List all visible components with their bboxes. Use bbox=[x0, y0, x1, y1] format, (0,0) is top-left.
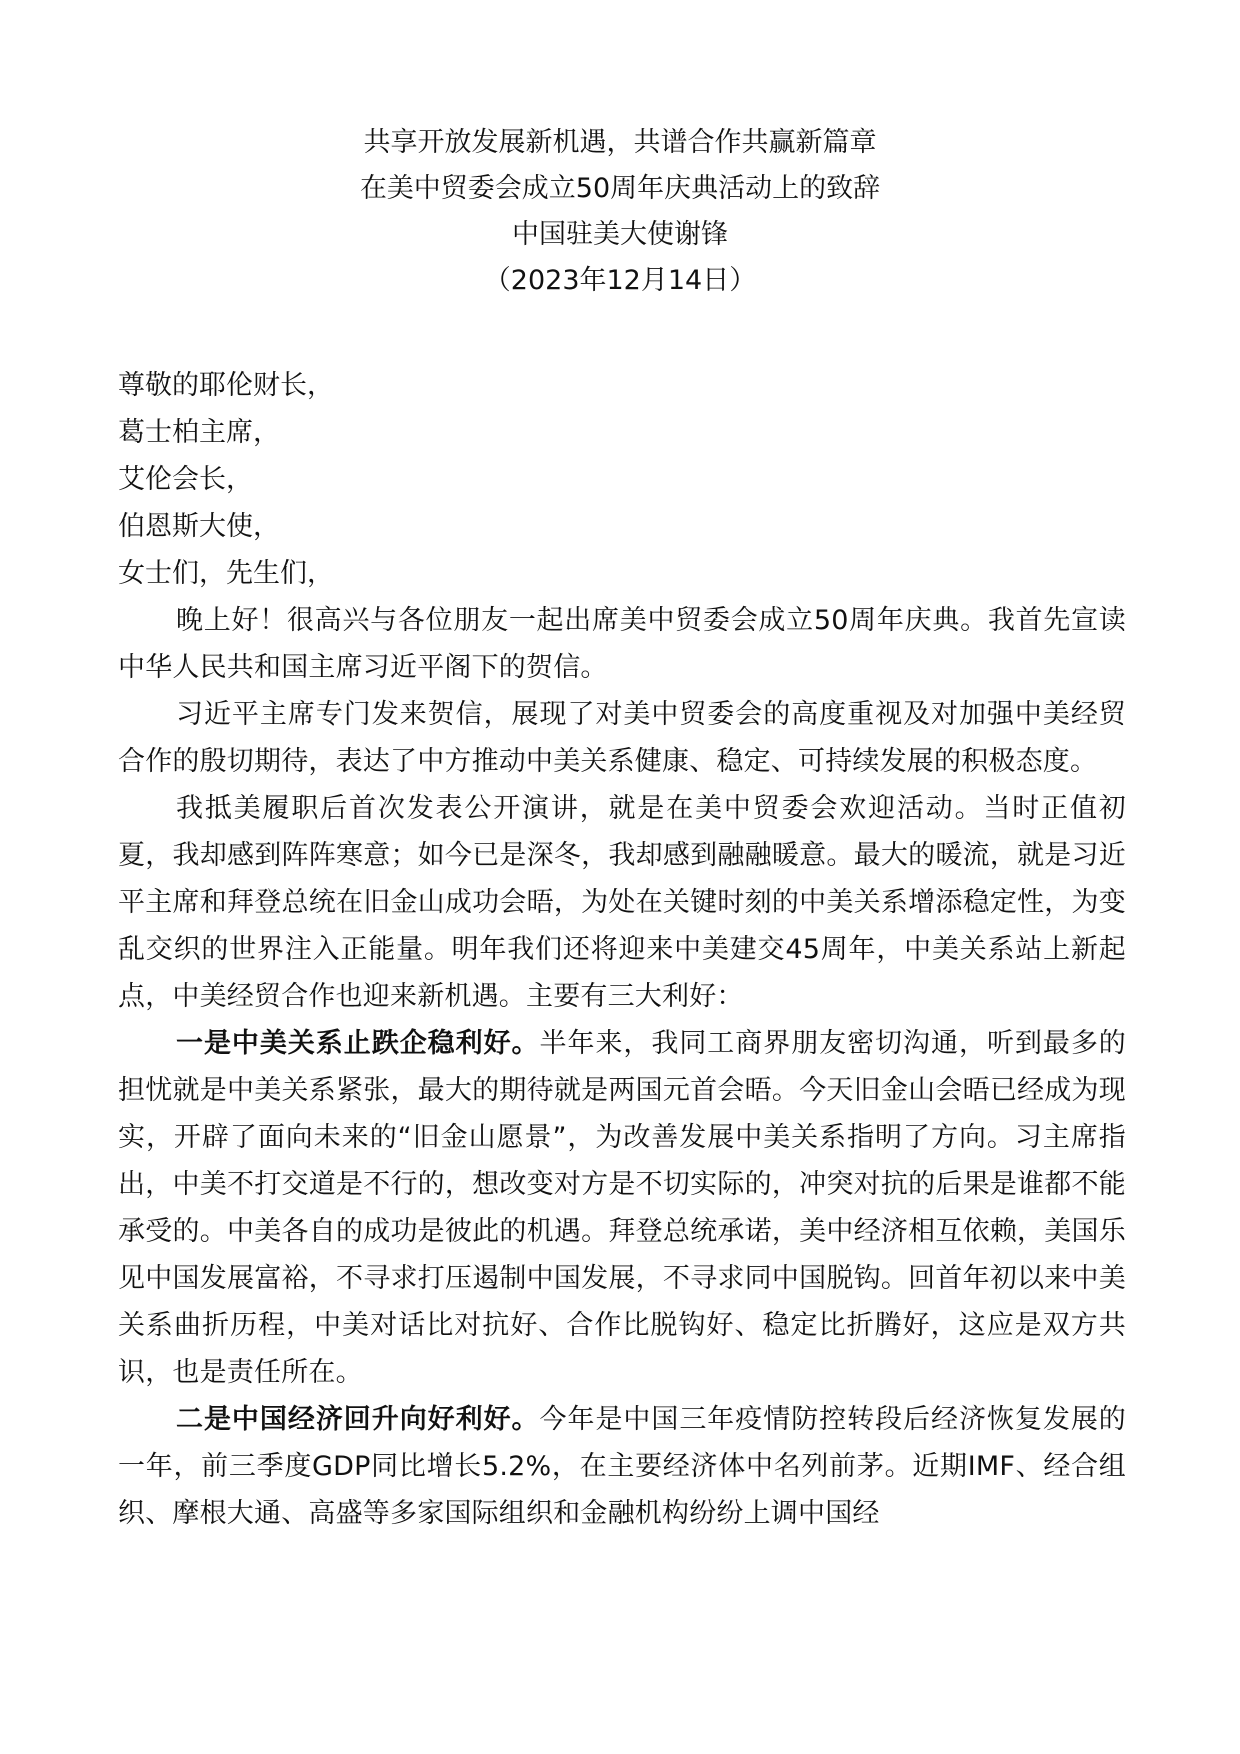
speaker-name: 中国驻美大使谢锋 bbox=[512, 219, 728, 250]
salutation-line: 艾伦会长， bbox=[118, 464, 253, 495]
salutation-line: 伯恩斯大使， bbox=[118, 511, 280, 542]
salutation-line: 尊敬的耶伦财长， bbox=[118, 370, 334, 401]
paragraph-lead: 二是中国经济回升向好利好。 bbox=[176, 1404, 540, 1435]
speech-date: （2023年12月14日） bbox=[483, 265, 757, 296]
body-paragraph bbox=[118, 597, 1126, 691]
document-subtitle: 在美中贸委会成立50周年庆典活动上的致辞 bbox=[359, 173, 881, 204]
salutation-line: 葛士柏主席， bbox=[118, 417, 280, 448]
body-paragraph bbox=[118, 1020, 1126, 1396]
paragraph-text: 晚上好！很高兴与各位朋友一起出席美中贸委会成立50周年庆典。我首先宣读中华人民共和国主席习近平阁下的贺信。 bbox=[118, 605, 1126, 683]
paragraph-text: 习近平主席专门发来贺信，展现了对美中贸委会的高度重视及对加强中美经贸合作的殷切期待，表达了中方推动中美关系健康、稳定、可持续发展的积极态度。 bbox=[118, 699, 1126, 777]
paragraph-lead: 一是中美关系止跌企稳利好。 bbox=[176, 1028, 540, 1059]
document-body bbox=[118, 362, 1126, 1537]
paragraph-text: 今年是中国三年疫情防控转段后经济恢复发展的一年，前三季度GDP同比增长5.2%，在主要经济体中名列前茅。近期IMF、经合组织、摩根大通、高盛等多家国际组织和金融机构纷纷上调中国经 bbox=[118, 1404, 1126, 1529]
document-title: 共享开放发展新机遇，共谱合作共赢新篇章 bbox=[363, 127, 877, 158]
body-paragraph bbox=[118, 1396, 1126, 1537]
body-paragraph bbox=[118, 785, 1126, 1020]
salutation-line: 女士们，先生们， bbox=[118, 558, 334, 589]
paragraph-text: 我抵美履职后首次发表公开演讲，就是在美中贸委会欢迎活动。当时正值初夏，我却感到阵阵寒意；如今已是深冬，我却感到融融暖意。最大的暖流，就是习近平主席和拜登总统在旧金山成功会晤，为处在关键时刻的中美关系增添稳定性，为变乱交织的世界注入正能量。明年我们还将迎来中美建交45周年，中美关系站上新起点，中美经贸合作也迎来新机遇。主要有三大利好： bbox=[118, 793, 1126, 1012]
document-header bbox=[0, 120, 1240, 304]
paragraph-text: 半年来，我同工商界朋友密切沟通，听到最多的担忧就是中美关系紧张，最大的期待就是两国元首会晤。今天旧金山会晤已经成为现实，开辟了面向未来的“旧金山愿景”，为改善发展中美关系指明了方向。习主席指出，中美不打交道是不行的，想改变对方是不切实际的，冲突对抗的后果是谁都不能承受的。中美各自的成功是彼此的机遇。拜登总统承诺，美中经济相互依赖，美国乐见中国发展富裕，不寻求打压遏制中国发展，不寻求同中国脱钩。回首年初以来中美关系曲折历程，中美对话比对抗好、合作比脱钩好、稳定比折腾好，这应是双方共识，也是责任所在。 bbox=[118, 1028, 1126, 1388]
body-paragraph bbox=[118, 691, 1126, 785]
